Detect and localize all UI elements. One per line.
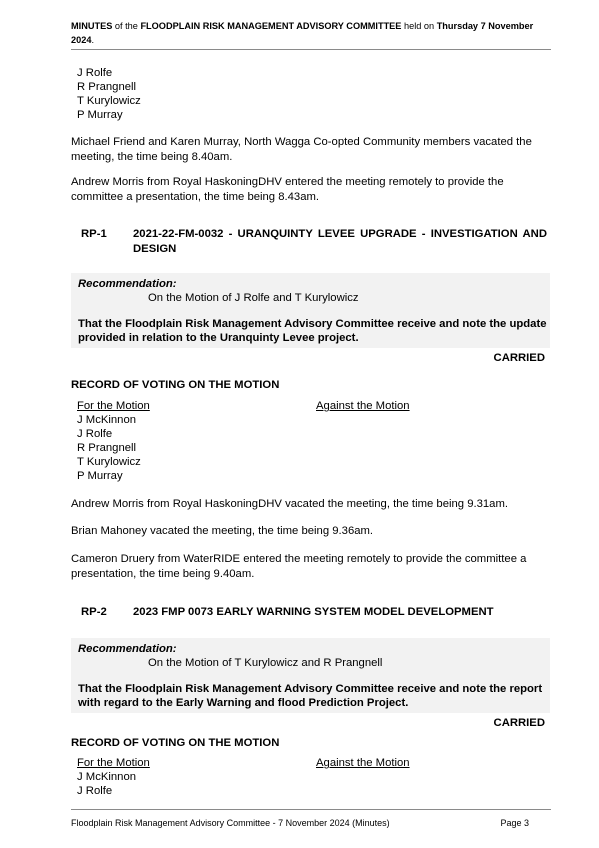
paragraph: Andrew Morris from Royal HaskoningDHV vacated the meeting, the time being 9.31am. xyxy=(71,498,509,510)
item-title: 2023 FMP 0073 EARLY WARNING SYSTEM MODEL DEVELOPMENT xyxy=(133,606,494,618)
header-held-on: held on xyxy=(401,21,437,31)
footer-title: Floodplain Risk Management Advisory Committee - 7 November 2024 (Minutes) xyxy=(71,818,390,828)
header-committee: FLOODPLAIN RISK MANAGEMENT ADVISORY COMMITTEE xyxy=(140,21,402,31)
header-period: . xyxy=(91,34,95,45)
motion-text: On the Motion of T Kurylowicz and R Prangnell xyxy=(148,657,383,669)
for-motion-label: For the Motion xyxy=(77,757,150,769)
header-rule xyxy=(71,49,551,50)
recommendation-box xyxy=(71,638,550,713)
item-code: RP-1 xyxy=(81,228,107,240)
header-date: Thursday 7 November 2024 xyxy=(71,21,534,45)
voting-heading: RECORD OF VOTING ON THE MOTION xyxy=(71,737,280,749)
list-item: J McKinnon xyxy=(77,771,137,783)
footer-rule xyxy=(71,809,551,810)
paragraph: Cameron Druery from WaterRIDE entered the meeting remotely to provide the committee a presentation, the time being 9.40am. xyxy=(71,553,527,580)
item-code: RP-2 xyxy=(81,606,107,618)
page-header xyxy=(71,20,541,47)
list-item: J McKinnon xyxy=(77,414,137,426)
header-of: of the xyxy=(112,21,141,31)
list-item: J Rolfe xyxy=(77,67,113,79)
list-item: R Prangnell xyxy=(77,81,137,93)
paragraph: Michael Friend and Karen Murray, North Wagga Co-opted Community members vacated the meeting, the time being 8.40am. xyxy=(71,136,532,163)
result-carried: CARRIED xyxy=(493,717,545,729)
recommendation-label: Recommendation: xyxy=(78,278,177,290)
paragraph: Brian Mahoney vacated the meeting, the time being 9.36am. xyxy=(71,525,374,537)
for-motion-label: For the Motion xyxy=(77,400,150,412)
page-footer xyxy=(71,817,529,829)
page-number: Page 3 xyxy=(500,818,529,828)
motion-text: On the Motion of J Rolfe and T Kurylowicz xyxy=(148,292,359,304)
list-item: T Kurylowicz xyxy=(77,95,141,107)
voting-heading: RECORD OF VOTING ON THE MOTION xyxy=(71,379,280,391)
list-item: J Rolfe xyxy=(77,785,113,797)
list-item: P Murray xyxy=(77,470,123,482)
list-item: R Prangnell xyxy=(77,442,137,454)
recommendation-label: Recommendation: xyxy=(78,643,177,655)
header-minutes: MINUTES xyxy=(71,21,113,31)
recommendation-box xyxy=(71,273,550,348)
against-motion-label: Against the Motion xyxy=(316,757,410,769)
list-item: T Kurylowicz xyxy=(77,456,141,468)
item-title: 2021-22-FM-0032 - URANQUINTY LEVEE UPGRADE - INVESTIGATION AND DESIGN xyxy=(133,228,547,255)
paragraph: Andrew Morris from Royal HaskoningDHV entered the meeting remotely to provide the committee a presentation, the time being 8.43am. xyxy=(71,176,504,203)
list-item: J Rolfe xyxy=(77,428,113,440)
against-motion-label: Against the Motion xyxy=(316,400,410,412)
resolution-text: That the Floodplain Risk Management Advisory Committee receive and note the report with regard to the Early Warning and flood Prediction Project. xyxy=(78,683,543,709)
resolution-text: That the Floodplain Risk Management Advisory Committee receive and note the update provided in relation to the Uranquinty Levee project. xyxy=(78,318,547,344)
result-carried: CARRIED xyxy=(493,352,545,364)
list-item: P Murray xyxy=(77,109,123,121)
